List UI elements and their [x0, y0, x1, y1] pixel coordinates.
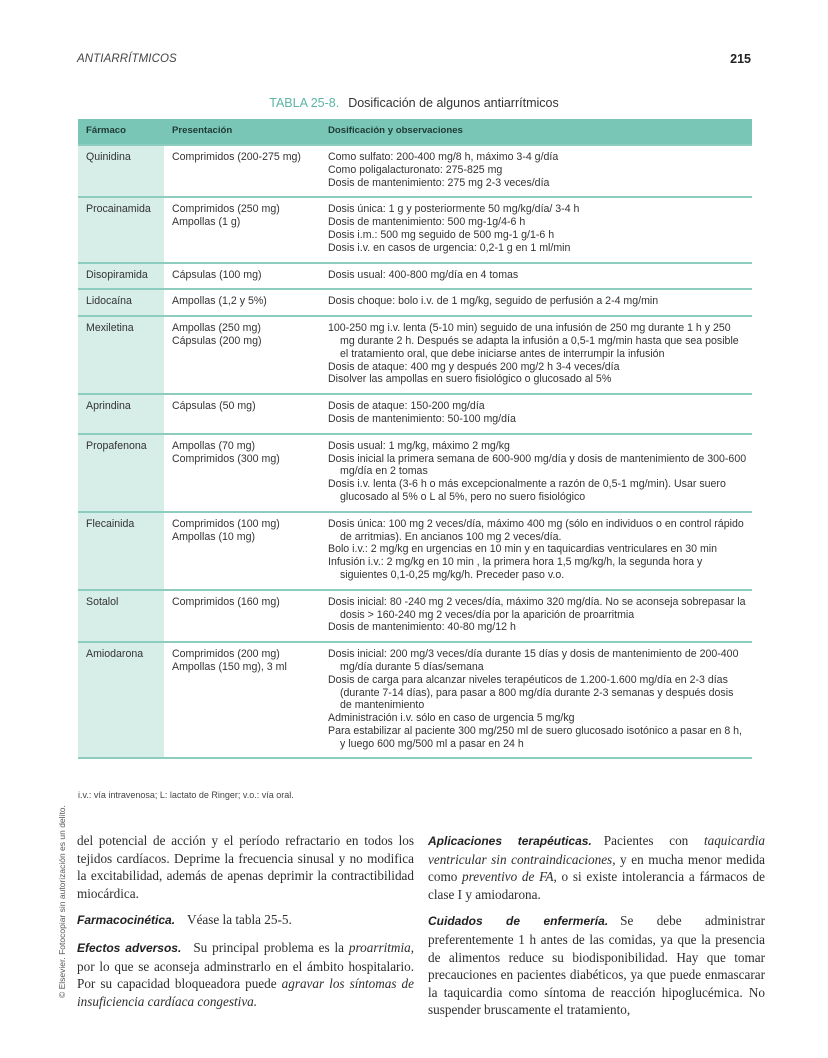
dosing-line: Dosis de mantenimiento: 275 mg 2-3 veces/día [328, 176, 550, 189]
column-header-drug: Fármaco [78, 119, 164, 145]
drug-name-cell: Amiodarona [78, 642, 164, 758]
presentation-line: Ampollas (150 mg), 3 ml [172, 660, 287, 673]
presentation-line: Cápsulas (200 mg) [172, 334, 262, 347]
table-row [78, 263, 752, 290]
dosing-line: Disolver las ampollas en suero fisiológico o glucosado al 5% [328, 373, 612, 386]
presentation-line: Comprimidos (250 mg) [172, 203, 280, 216]
table-row [78, 512, 752, 590]
dosing-line: Como sulfato: 200-400 mg/8 h, máximo 3-4 g/día [328, 151, 559, 163]
presentation-cell [164, 316, 320, 394]
copyright-notice: © Elsevier. Fotocopiar sin autorización es un delito. [57, 805, 67, 998]
paragraph-text: Se debe administrar preferentemente 1 h antes de las comidas, ya que la presencia de alimentos reduce su biodisponibilidad. Hay que tomar precauciones en pacientes diabéticos, ya que puede enmascarar la taquicardia como síntoma de reacción hipoglucémica. No suspender bruscamente el tratamiento, [428, 913, 765, 1018]
dosing-line: Dosis inicial la primera semana de 600-900 mg/día y dosis de mantenimiento de 300-600 mg/día en 2 tomas [328, 452, 747, 478]
presentation-line: Ampollas (10 mg) [172, 530, 256, 543]
drug-name-cell: Lidocaína [78, 289, 164, 316]
dosing-line: Dosis inicial: 80 -240 mg 2 veces/día, máximo 320 mg/día. No se aconseja sobrepasar la dosis > 160-240 mg 2 veces/día por la aparición de proarritmia [328, 595, 746, 621]
section-heading: Farmacocinética. [77, 913, 176, 928]
emphasis-text: preventivo de FA [462, 869, 554, 885]
paragraph-text: , o si existe intolerancia a fármacos de clase I y amiodarona. [428, 869, 765, 902]
paragraph-text: , por lo que se aconseja adminstrarlo en el ámbito hospitalario. Por su capacidad bloqueadora puede [77, 939, 415, 992]
paragraph [77, 911, 414, 930]
dosing-cell [320, 394, 752, 434]
paragraph-text: Véase la tabla 25-5. [187, 912, 292, 928]
drug-name-cell: Disopiramida [78, 263, 164, 290]
presentation-line: Comprimidos (300 mg) [172, 452, 280, 465]
dosing-line: Dosis i.m.: 500 mg seguido de 500 mg-1 g/1-6 h [328, 228, 555, 241]
presentation-cell [164, 145, 320, 197]
table-body [78, 145, 752, 758]
dosing-line: Dosis de mantenimiento: 50-100 mg/día [328, 412, 516, 425]
table-row [78, 289, 752, 316]
dosing-line: Dosis única: 1 g y posteriormente 50 mg/kg/día/ 3-4 h [328, 203, 580, 216]
presentation-line: Cápsulas (100 mg) [172, 268, 262, 281]
table-footnote: i.v.: vía intravenosa; L: lactato de Ringer; v.o.: vía oral. [78, 790, 294, 800]
paragraph [77, 939, 414, 1010]
dosing-cell [320, 434, 752, 512]
presentation-line: Comprimidos (200 mg) [172, 648, 280, 661]
dosing-cell [320, 512, 752, 590]
paragraph-text: Su principal problema es la [193, 939, 349, 955]
presentation-cell [164, 263, 320, 290]
emphasis-text: agravar los síntomas de insuficiencia cardíaca congestiva. [77, 976, 414, 1009]
column-header-dosing: Dosificación y observaciones [320, 119, 752, 145]
presentation-cell [164, 642, 320, 758]
presentation-cell [164, 434, 320, 512]
drug-name-cell: Procainamida [78, 197, 164, 262]
dosing-table [78, 119, 752, 759]
dosing-cell [320, 145, 752, 197]
table-row [78, 434, 752, 512]
presentation-cell [164, 197, 320, 262]
dosing-line: Infusión i.v.: 2 mg/kg en 10 min , la primera hora 1,5 mg/kg/h, la segunda hora y siguientes 0,1-0,25 mg/kg/h. Preceder paso v.o. [328, 556, 703, 581]
drug-name-cell: Sotalol [78, 590, 164, 642]
dosing-line: Como poligalacturonato: 275-825 mg [328, 163, 503, 176]
dosing-line: Dosis de mantenimiento: 40-80 mg/12 h [328, 621, 516, 634]
dosing-line: Dosis usual: 400-800 mg/día en 4 tomas [328, 268, 519, 281]
column-header-presentation: Presentación [164, 119, 320, 145]
presentation-line: Cápsulas (50 mg) [172, 400, 256, 413]
paragraph [428, 912, 765, 1019]
dosing-cell [320, 642, 752, 758]
dosing-cell [320, 316, 752, 394]
emphasis-text: proarritmia [348, 939, 411, 955]
emphasis-text: taquicardia ventricular sin contraindicaciones [428, 833, 765, 867]
body-column-right [428, 832, 765, 1028]
presentation-line: Ampollas (1,2 y 5%) [172, 295, 267, 308]
body-column-left [77, 832, 414, 1019]
presentation-cell [164, 394, 320, 434]
section-heading: Aplicaciones terapéuticas. [428, 834, 592, 848]
table-row [78, 197, 752, 262]
dosing-line: Para estabilizar al paciente 300 mg/250 ml de suero glucosado isotónico a pasar en 8 h, y luego 600 mg/500 ml a pasar en 24 h [328, 724, 742, 750]
running-head: ANTIARRÍTMICOS [77, 53, 177, 65]
presentation-cell [164, 512, 320, 590]
paragraph-text: Pacientes con [603, 833, 704, 848]
table-row [78, 642, 752, 758]
presentation-line: Ampollas (250 mg) [172, 322, 261, 335]
drug-name-cell: Flecainida [78, 512, 164, 590]
dosing-line: Dosis de ataque: 150-200 mg/día [328, 400, 485, 413]
paragraph: del potencial de acción y el período refractario en todos los tejidos cardíacos. Deprime la frecuencia sinusal y no modifica la excitabilidad, además de apenas deprimir la contractibilidad miocárdica. [77, 833, 414, 901]
table-row [78, 145, 752, 197]
table-row [78, 394, 752, 434]
table-caption [0, 96, 828, 110]
dosing-line: Dosis choque: bolo i.v. de 1 mg/kg, seguido de perfusión a 2-4 mg/min [328, 295, 659, 308]
presentation-cell [164, 289, 320, 316]
dosing-line: Dosis i.v. en casos de urgencia: 0,2-1 g en 1 ml/min [328, 241, 571, 254]
drug-name-cell: Quinidina [78, 145, 164, 197]
dosing-line: Dosis de ataque: 400 mg y después 200 mg/2 h 3-4 veces/día [328, 360, 620, 373]
dosing-line: Dosis de mantenimiento: 500 mg-1g/4-6 h [328, 216, 526, 229]
dosing-line: Bolo i.v.: 2 mg/kg en urgencias en 10 min y en taquicardias ventriculares en 30 min [328, 543, 718, 556]
dosing-line: Dosis inicial: 200 mg/3 veces/día durante 15 días y dosis de mantenimiento de 200-400 mg/día durante 5 días/semana [328, 648, 739, 673]
section-heading: Cuidados de enfermería. [428, 914, 609, 929]
dosing-line: Dosis de carga para alcanzar niveles terapéuticos de 1.200-1.600 mg/día en 2-3 días (durante 7-14 días), para pasar a 800 mg/día durante 2-3 semanas y después dosis de mantenimiento [328, 673, 734, 712]
drug-name-cell: Aprindina [78, 394, 164, 434]
presentation-cell [164, 590, 320, 642]
page-number: 215 [730, 52, 751, 66]
presentation-line: Ampollas (70 mg) [172, 439, 256, 452]
table-row [78, 316, 752, 394]
paragraph [428, 832, 765, 903]
paragraph-text: , y en mucha menor medida como [428, 851, 765, 885]
dosing-line: Dosis usual: 1 mg/kg, máximo 2 mg/kg [328, 439, 510, 452]
table-row [78, 590, 752, 642]
table-caption-title: Dosificación de algunos antiarrítmicos [348, 96, 559, 110]
dosing-line: 100-250 mg i.v. lenta (5-10 min) seguido de una infusión de 250 mg durante 1 h y 250 mg durante 2 h. Después se adapta la infusión a 0,5-1 mg/min hasta que sea posible el tratamiento oral, que debe iniciarse antes de interrumpir la infusión [328, 322, 739, 360]
table-caption-label: TABLA 25-8. [269, 96, 340, 110]
dosing-line: Administración i.v. sólo en caso de urgencia 5 mg/kg [328, 712, 575, 725]
table-header-row [78, 119, 752, 145]
presentation-line: Comprimidos (160 mg) [172, 595, 280, 608]
dosing-cell [320, 590, 752, 642]
dosing-line: Dosis i.v. lenta (3-6 h o más excepcionalmente a razón de 0,5-1 mg/min). Usar suero glucosado al 5% o L al 5%, pero no suero fisiológico [328, 478, 726, 503]
dosing-cell [320, 197, 752, 262]
section-heading: Efectos adversos. [77, 940, 182, 955]
drug-name-cell: Mexiletina [78, 316, 164, 394]
dosing-cell [320, 263, 752, 290]
dosing-cell [320, 289, 752, 316]
presentation-line: Ampollas (1 g) [172, 216, 241, 229]
presentation-line: Comprimidos (200-275 mg) [172, 151, 301, 163]
drug-name-cell: Propafenona [78, 434, 164, 512]
dosing-line: Dosis única: 100 mg 2 veces/día, máximo 400 mg (sólo en individuos o en control rápido de arritmias). En ancianos 100 mg 2 veces/día. [328, 517, 744, 543]
presentation-line: Comprimidos (100 mg) [172, 517, 280, 530]
